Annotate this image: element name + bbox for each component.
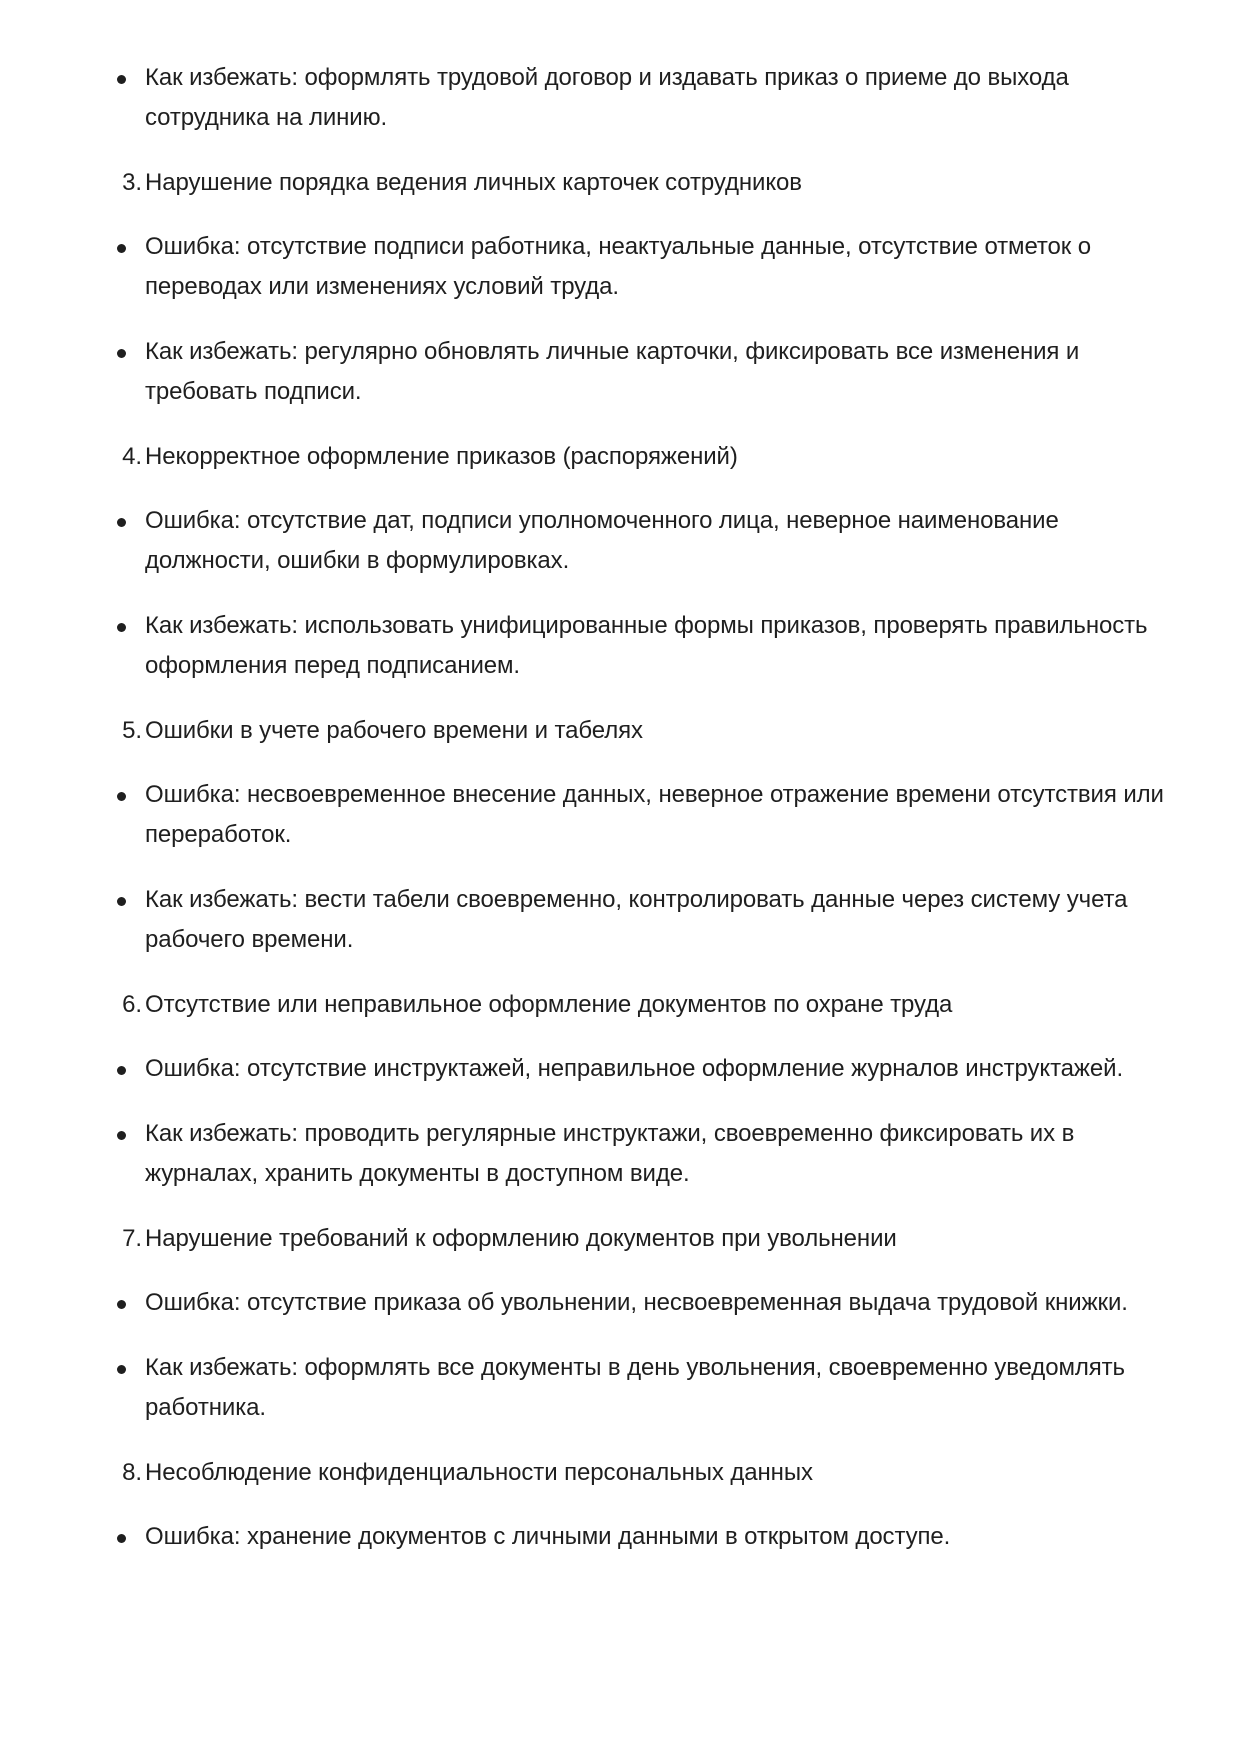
- list-number: 4.: [122, 443, 142, 470]
- list-number: 6.: [122, 991, 142, 1018]
- list-item-text: Ошибка: хранение документов с личными данными в открытом доступе.: [145, 1523, 951, 1550]
- bullet-icon: [117, 518, 126, 527]
- list-item: [0, 1283, 1239, 1323]
- bullet-icon: [117, 792, 126, 801]
- bullet-icon: [117, 244, 126, 253]
- numbered-heading: [0, 437, 1239, 477]
- document-content: [0, 58, 1239, 1582]
- list-number: 7.: [122, 1225, 142, 1252]
- list-item-text: Как избежать: оформлять трудовой договор и издавать приказ о приеме до выхода сотрудника на линию.: [145, 64, 1069, 131]
- numbered-heading: [0, 1453, 1239, 1493]
- list-item-text: Ошибка: отсутствие приказа об увольнении, несвоевременная выдача трудовой книжки.: [145, 1289, 1128, 1316]
- bullet-icon: [117, 1534, 126, 1543]
- numbered-heading-text: Нарушение требований к оформлению документов при увольнении: [145, 1225, 897, 1252]
- bullet-icon: [117, 349, 126, 358]
- list-item: [0, 1348, 1239, 1428]
- list-item: [0, 1114, 1239, 1194]
- list-item-text: Ошибка: отсутствие подписи работника, неактуальные данные, отсутствие отметок о переводах или изменениях условий труда.: [145, 233, 1091, 300]
- list-item: [0, 1517, 1239, 1557]
- list-item-text: Ошибка: несвоевременное внесение данных, неверное отражение времени отсутствия или переработок.: [145, 781, 1164, 848]
- list-item-text: Ошибка: отсутствие дат, подписи уполномоченного лица, неверное наименование должности, ошибки в формулировках.: [145, 507, 1059, 574]
- numbered-heading: [0, 1219, 1239, 1259]
- list-item: [0, 501, 1239, 581]
- bullet-icon: [117, 1066, 126, 1075]
- numbered-heading-text: Несоблюдение конфиденциальности персональных данных: [145, 1459, 813, 1486]
- bullet-icon: [117, 1300, 126, 1309]
- bullet-icon: [117, 623, 126, 632]
- numbered-heading-text: Отсутствие или неправильное оформление документов по охране труда: [145, 991, 953, 1018]
- list-item: [0, 58, 1239, 138]
- list-item: [0, 880, 1239, 960]
- list-item-text: Ошибка: отсутствие инструктажей, неправильное оформление журналов инструктажей.: [145, 1055, 1124, 1082]
- list-item: [0, 775, 1239, 855]
- list-number: 8.: [122, 1459, 142, 1486]
- list-item-text: Как избежать: проводить регулярные инструктажи, своевременно фиксировать их в журналах, хранить документы в доступном виде.: [145, 1120, 1075, 1187]
- list-item: [0, 227, 1239, 307]
- numbered-heading: [0, 711, 1239, 751]
- numbered-heading-text: Некорректное оформление приказов (распоряжений): [145, 443, 738, 470]
- list-item-text: Как избежать: оформлять все документы в день увольнения, своевременно уведомлять работника.: [145, 1354, 1125, 1421]
- numbered-heading: [0, 163, 1239, 203]
- list-item-text: Как избежать: вести табели своевременно, контролировать данные через систему учета рабочего времени.: [145, 886, 1128, 953]
- numbered-heading-text: Ошибки в учете рабочего времени и табелях: [145, 717, 643, 744]
- bullet-icon: [117, 75, 126, 84]
- bullet-icon: [117, 1131, 126, 1140]
- list-item-text: Как избежать: регулярно обновлять личные карточки, фиксировать все изменения и требовать подписи.: [145, 338, 1080, 405]
- list-item-text: Как избежать: использовать унифицированные формы приказов, проверять правильность оформления перед подписанием.: [145, 612, 1148, 679]
- numbered-heading-text: Нарушение порядка ведения личных карточек сотрудников: [145, 169, 802, 196]
- list-item: [0, 1049, 1239, 1089]
- list-number: 3.: [122, 169, 142, 196]
- list-item: [0, 606, 1239, 686]
- bullet-icon: [117, 1365, 126, 1374]
- numbered-heading: [0, 985, 1239, 1025]
- list-number: 5.: [122, 717, 142, 744]
- list-item: [0, 332, 1239, 412]
- bullet-icon: [117, 897, 126, 906]
